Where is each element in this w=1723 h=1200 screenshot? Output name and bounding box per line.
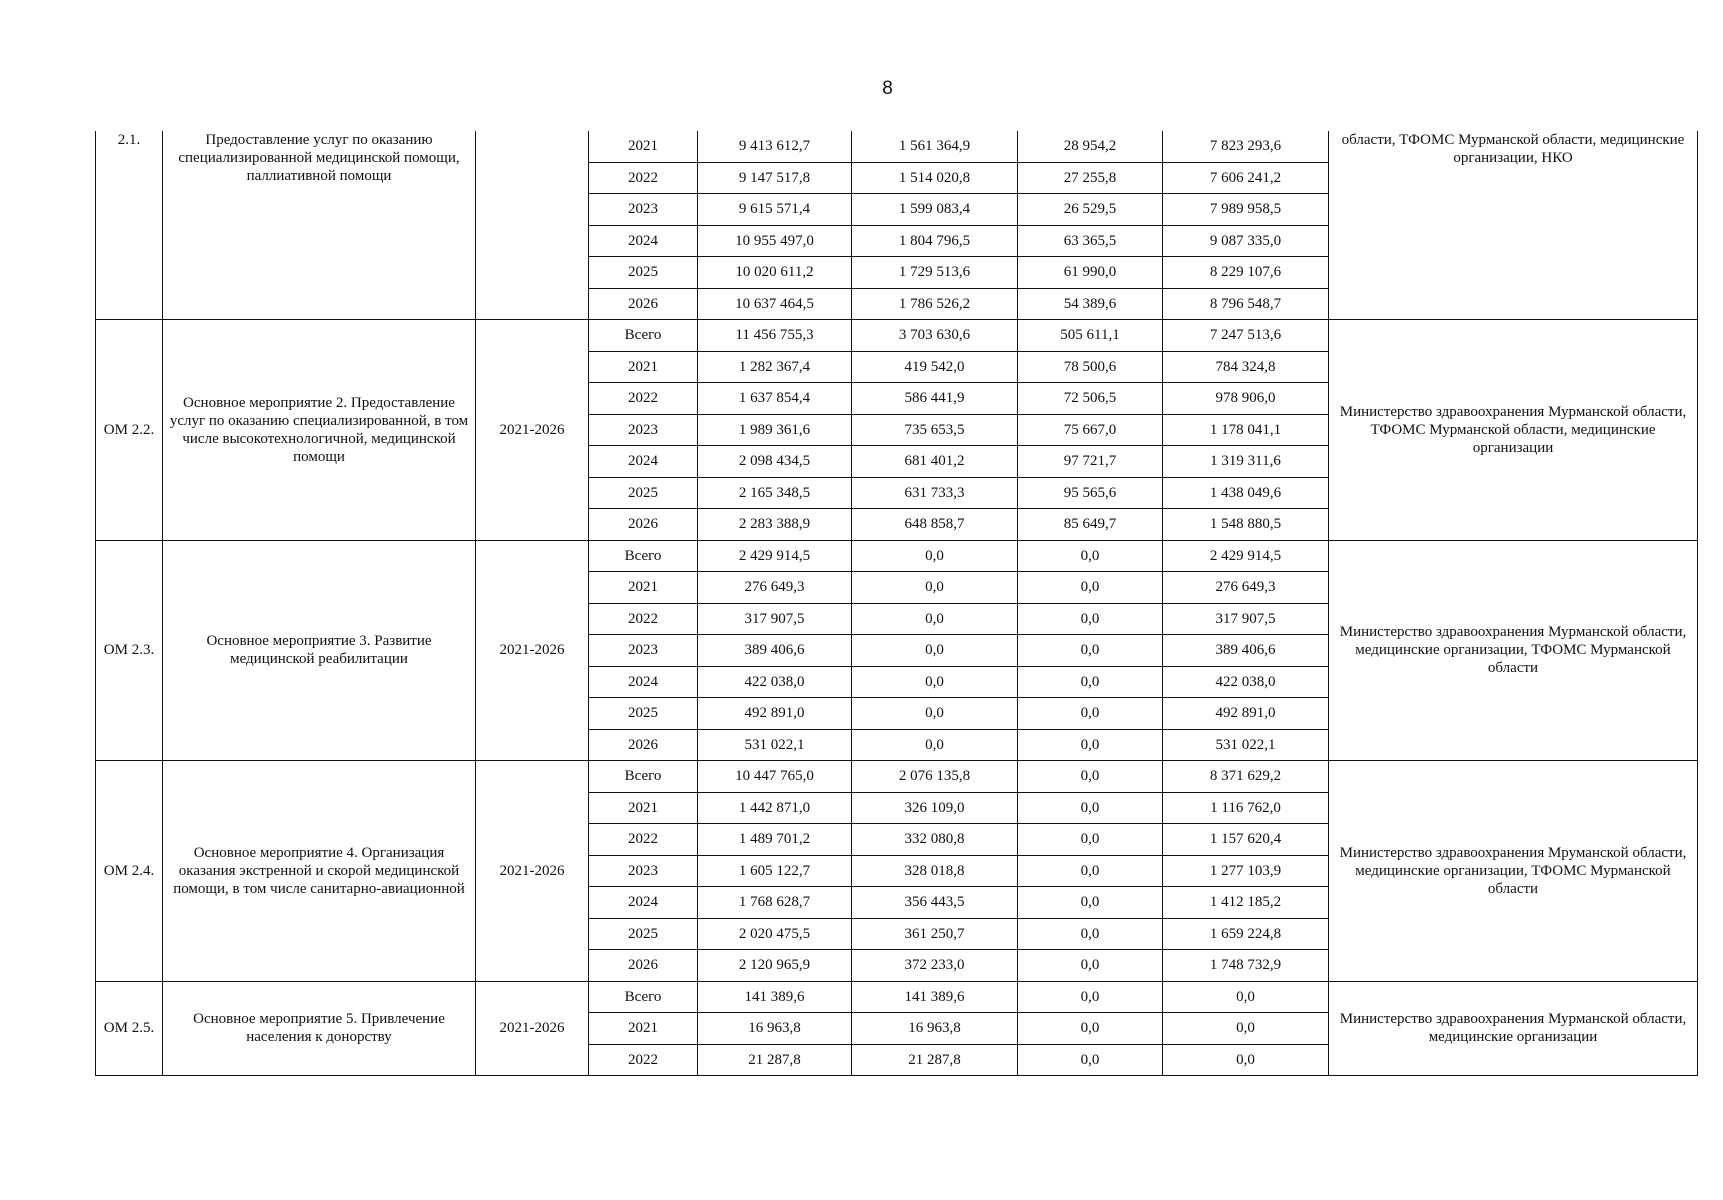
regional-budget-value: 0,0: [1018, 855, 1163, 887]
regional-budget-value: 0,0: [1018, 698, 1163, 730]
total-value: 1 605 122,7: [698, 855, 852, 887]
total-value: 1 989 361,6: [698, 414, 852, 446]
federal-budget-value: 326 109,0: [852, 792, 1018, 824]
federal-budget-value: 21 287,8: [852, 1044, 1018, 1076]
federal-budget-value: 372 233,0: [852, 950, 1018, 982]
federal-budget-value: 1 786 526,2: [852, 288, 1018, 320]
tfoms-value: 978 906,0: [1163, 383, 1329, 415]
year-cell: 2022: [589, 824, 698, 856]
measure-period: 2021-2026: [476, 320, 589, 541]
table-row: [96, 320, 1698, 352]
table-row: [96, 981, 1698, 1013]
total-value: 422 038,0: [698, 666, 852, 698]
total-value: 141 389,6: [698, 981, 852, 1013]
measure-name: Основное мероприятие 4. Организация оказания экстренной и скорой медицинской помощи, в том числе санитарно-авиационной: [163, 761, 476, 982]
total-value: 317 907,5: [698, 603, 852, 635]
regional-budget-value: 28 954,2: [1018, 131, 1163, 162]
tfoms-value: 8 371 629,2: [1163, 761, 1329, 793]
federal-budget-value: 332 080,8: [852, 824, 1018, 856]
year-cell: 2026: [589, 950, 698, 982]
year-cell: 2023: [589, 194, 698, 226]
total-value: 531 022,1: [698, 729, 852, 761]
year-cell: 2023: [589, 635, 698, 667]
tfoms-value: 389 406,6: [1163, 635, 1329, 667]
federal-budget-value: 141 389,6: [852, 981, 1018, 1013]
year-cell: 2024: [589, 887, 698, 919]
regional-budget-value: 0,0: [1018, 981, 1163, 1013]
year-cell: Всего: [589, 540, 698, 572]
federal-budget-value: 16 963,8: [852, 1013, 1018, 1045]
regional-budget-value: 78 500,6: [1018, 351, 1163, 383]
year-cell: 2021: [589, 1013, 698, 1045]
federal-budget-value: 1 561 364,9: [852, 131, 1018, 162]
year-cell: 2022: [589, 383, 698, 415]
regional-budget-value: 0,0: [1018, 887, 1163, 919]
federal-budget-value: 735 653,5: [852, 414, 1018, 446]
year-cell: 2021: [589, 792, 698, 824]
tfoms-value: 1 438 049,6: [1163, 477, 1329, 509]
tfoms-value: 1 178 041,1: [1163, 414, 1329, 446]
total-value: 2 098 434,5: [698, 446, 852, 478]
regional-budget-value: 0,0: [1018, 824, 1163, 856]
regional-budget-value: 0,0: [1018, 603, 1163, 635]
tfoms-value: 8 229 107,6: [1163, 257, 1329, 289]
federal-budget-value: 648 858,7: [852, 509, 1018, 541]
total-value: 1 442 871,0: [698, 792, 852, 824]
year-cell: 2021: [589, 351, 698, 383]
year-cell: 2026: [589, 509, 698, 541]
total-value: 10 637 464,5: [698, 288, 852, 320]
regional-budget-value: 26 529,5: [1018, 194, 1163, 226]
tfoms-value: 1 412 185,2: [1163, 887, 1329, 919]
table-row: [96, 761, 1698, 793]
tfoms-value: 317 907,5: [1163, 603, 1329, 635]
total-value: 2 165 348,5: [698, 477, 852, 509]
tfoms-value: 422 038,0: [1163, 666, 1329, 698]
executors: Министерство здравоохранения Мурманской области, ТФОМС Мурманской области, медицинские организации: [1329, 320, 1698, 541]
regional-budget-value: 505 611,1: [1018, 320, 1163, 352]
federal-budget-value: 0,0: [852, 729, 1018, 761]
regional-budget-value: 0,0: [1018, 666, 1163, 698]
regional-budget-value: 72 506,5: [1018, 383, 1163, 415]
year-cell: 2024: [589, 225, 698, 257]
regional-budget-value: 0,0: [1018, 792, 1163, 824]
executors: Министерство здравоохранения Мруманской области, медицинские организации, ТФОМС Мурманской области: [1329, 761, 1698, 982]
tfoms-value: 7 989 958,5: [1163, 194, 1329, 226]
tfoms-value: 1 748 732,9: [1163, 950, 1329, 982]
federal-budget-value: 1 514 020,8: [852, 162, 1018, 194]
federal-budget-value: 328 018,8: [852, 855, 1018, 887]
year-cell: 2023: [589, 414, 698, 446]
regional-budget-value: 0,0: [1018, 572, 1163, 604]
total-value: 1 768 628,7: [698, 887, 852, 919]
total-value: 276 649,3: [698, 572, 852, 604]
federal-budget-value: 0,0: [852, 603, 1018, 635]
tfoms-value: 0,0: [1163, 1013, 1329, 1045]
regional-budget-value: 97 721,7: [1018, 446, 1163, 478]
measure-period: 2021-2026: [476, 981, 589, 1076]
federal-budget-value: 0,0: [852, 540, 1018, 572]
total-value: 2 283 388,9: [698, 509, 852, 541]
tfoms-value: 2 429 914,5: [1163, 540, 1329, 572]
tfoms-value: 1 157 620,4: [1163, 824, 1329, 856]
tfoms-value: 784 324,8: [1163, 351, 1329, 383]
federal-budget-value: 1 804 796,5: [852, 225, 1018, 257]
funding-table: [95, 131, 1698, 1076]
table-row: [96, 131, 1698, 162]
federal-budget-value: 3 703 630,6: [852, 320, 1018, 352]
regional-budget-value: 0,0: [1018, 918, 1163, 950]
table-body: [96, 131, 1698, 1076]
total-value: 1 489 701,2: [698, 824, 852, 856]
regional-budget-value: 54 389,6: [1018, 288, 1163, 320]
measure-number: ОМ 2.4.: [96, 761, 163, 982]
year-cell: 2021: [589, 572, 698, 604]
regional-budget-value: 0,0: [1018, 950, 1163, 982]
total-value: 21 287,8: [698, 1044, 852, 1076]
federal-budget-value: 0,0: [852, 666, 1018, 698]
tfoms-value: 0,0: [1163, 1044, 1329, 1076]
regional-budget-value: 85 649,7: [1018, 509, 1163, 541]
measure-period: 2021-2026: [476, 761, 589, 982]
tfoms-value: 7 606 241,2: [1163, 162, 1329, 194]
tfoms-value: 9 087 335,0: [1163, 225, 1329, 257]
regional-budget-value: 61 990,0: [1018, 257, 1163, 289]
tfoms-value: 7 247 513,6: [1163, 320, 1329, 352]
measure-period: [476, 131, 589, 320]
regional-budget-value: 95 565,6: [1018, 477, 1163, 509]
total-value: 9 615 571,4: [698, 194, 852, 226]
year-cell: 2023: [589, 855, 698, 887]
total-value: 10 447 765,0: [698, 761, 852, 793]
tfoms-value: 1 277 103,9: [1163, 855, 1329, 887]
tfoms-value: 531 022,1: [1163, 729, 1329, 761]
regional-budget-value: 0,0: [1018, 1013, 1163, 1045]
total-value: 10 955 497,0: [698, 225, 852, 257]
federal-budget-value: 0,0: [852, 572, 1018, 604]
regional-budget-value: 27 255,8: [1018, 162, 1163, 194]
regional-budget-value: 0,0: [1018, 635, 1163, 667]
year-cell: Всего: [589, 761, 698, 793]
year-cell: 2025: [589, 918, 698, 950]
tfoms-value: 492 891,0: [1163, 698, 1329, 730]
regional-budget-value: 0,0: [1018, 540, 1163, 572]
regional-budget-value: 0,0: [1018, 1044, 1163, 1076]
tfoms-value: 0,0: [1163, 981, 1329, 1013]
total-value: 2 120 965,9: [698, 950, 852, 982]
federal-budget-value: 681 401,2: [852, 446, 1018, 478]
year-cell: 2024: [589, 666, 698, 698]
regional-budget-value: 75 667,0: [1018, 414, 1163, 446]
federal-budget-value: 631 733,3: [852, 477, 1018, 509]
year-cell: 2024: [589, 446, 698, 478]
tfoms-value: 1 116 762,0: [1163, 792, 1329, 824]
regional-budget-value: 63 365,5: [1018, 225, 1163, 257]
measure-name: Предоставление услуг по оказанию специализированной медицинской помощи, паллиативной помощи: [163, 131, 476, 320]
total-value: 16 963,8: [698, 1013, 852, 1045]
total-value: 1 282 367,4: [698, 351, 852, 383]
federal-budget-value: 0,0: [852, 698, 1018, 730]
total-value: 11 456 755,3: [698, 320, 852, 352]
regional-budget-value: 0,0: [1018, 729, 1163, 761]
federal-budget-value: 419 542,0: [852, 351, 1018, 383]
year-cell: 2025: [589, 257, 698, 289]
total-value: 1 637 854,4: [698, 383, 852, 415]
year-cell: 2022: [589, 1044, 698, 1076]
measure-number: ОМ 2.3.: [96, 540, 163, 761]
measure-name: Основное мероприятие 5. Привлечение населения к донорству: [163, 981, 476, 1076]
federal-budget-value: 356 443,5: [852, 887, 1018, 919]
tfoms-value: 1 319 311,6: [1163, 446, 1329, 478]
measure-number: 2.1.: [96, 131, 163, 320]
total-value: 2 429 914,5: [698, 540, 852, 572]
tfoms-value: 7 823 293,6: [1163, 131, 1329, 162]
table-row: [96, 540, 1698, 572]
executors: Министерство здравоохранения Мурманской области, медицинские организации, ТФОМС Мурманской области: [1329, 540, 1698, 761]
year-cell: Всего: [589, 981, 698, 1013]
executors: области, ТФОМС Мурманской области, медицинские организации, НКО: [1329, 131, 1698, 320]
year-cell: 2026: [589, 729, 698, 761]
measure-name: Основное мероприятие 2. Предоставление услуг по оказанию специализированной, в том числе высокотехнологичной, медицинской помощи: [163, 320, 476, 541]
total-value: 9 413 612,7: [698, 131, 852, 162]
tfoms-value: 1 659 224,8: [1163, 918, 1329, 950]
year-cell: 2022: [589, 603, 698, 635]
federal-budget-value: 1 599 083,4: [852, 194, 1018, 226]
year-cell: 2021: [589, 131, 698, 162]
federal-budget-value: 586 441,9: [852, 383, 1018, 415]
regional-budget-value: 0,0: [1018, 761, 1163, 793]
tfoms-value: 8 796 548,7: [1163, 288, 1329, 320]
total-value: 2 020 475,5: [698, 918, 852, 950]
total-value: 9 147 517,8: [698, 162, 852, 194]
tfoms-value: 1 548 880,5: [1163, 509, 1329, 541]
total-value: 10 020 611,2: [698, 257, 852, 289]
year-cell: 2025: [589, 477, 698, 509]
federal-budget-value: 2 076 135,8: [852, 761, 1018, 793]
tfoms-value: 276 649,3: [1163, 572, 1329, 604]
measure-name: Основное мероприятие 3. Развитие медицинской реабилитации: [163, 540, 476, 761]
year-cell: 2025: [589, 698, 698, 730]
federal-budget-value: 361 250,7: [852, 918, 1018, 950]
executors: Министерство здравоохранения Мурманской области, медицинские организации: [1329, 981, 1698, 1076]
measure-number: ОМ 2.5.: [96, 981, 163, 1076]
year-cell: Всего: [589, 320, 698, 352]
page-number: 8: [882, 78, 893, 99]
federal-budget-value: 0,0: [852, 635, 1018, 667]
measure-period: 2021-2026: [476, 540, 589, 761]
total-value: 389 406,6: [698, 635, 852, 667]
total-value: 492 891,0: [698, 698, 852, 730]
measure-number: ОМ 2.2.: [96, 320, 163, 541]
year-cell: 2026: [589, 288, 698, 320]
year-cell: 2022: [589, 162, 698, 194]
federal-budget-value: 1 729 513,6: [852, 257, 1018, 289]
